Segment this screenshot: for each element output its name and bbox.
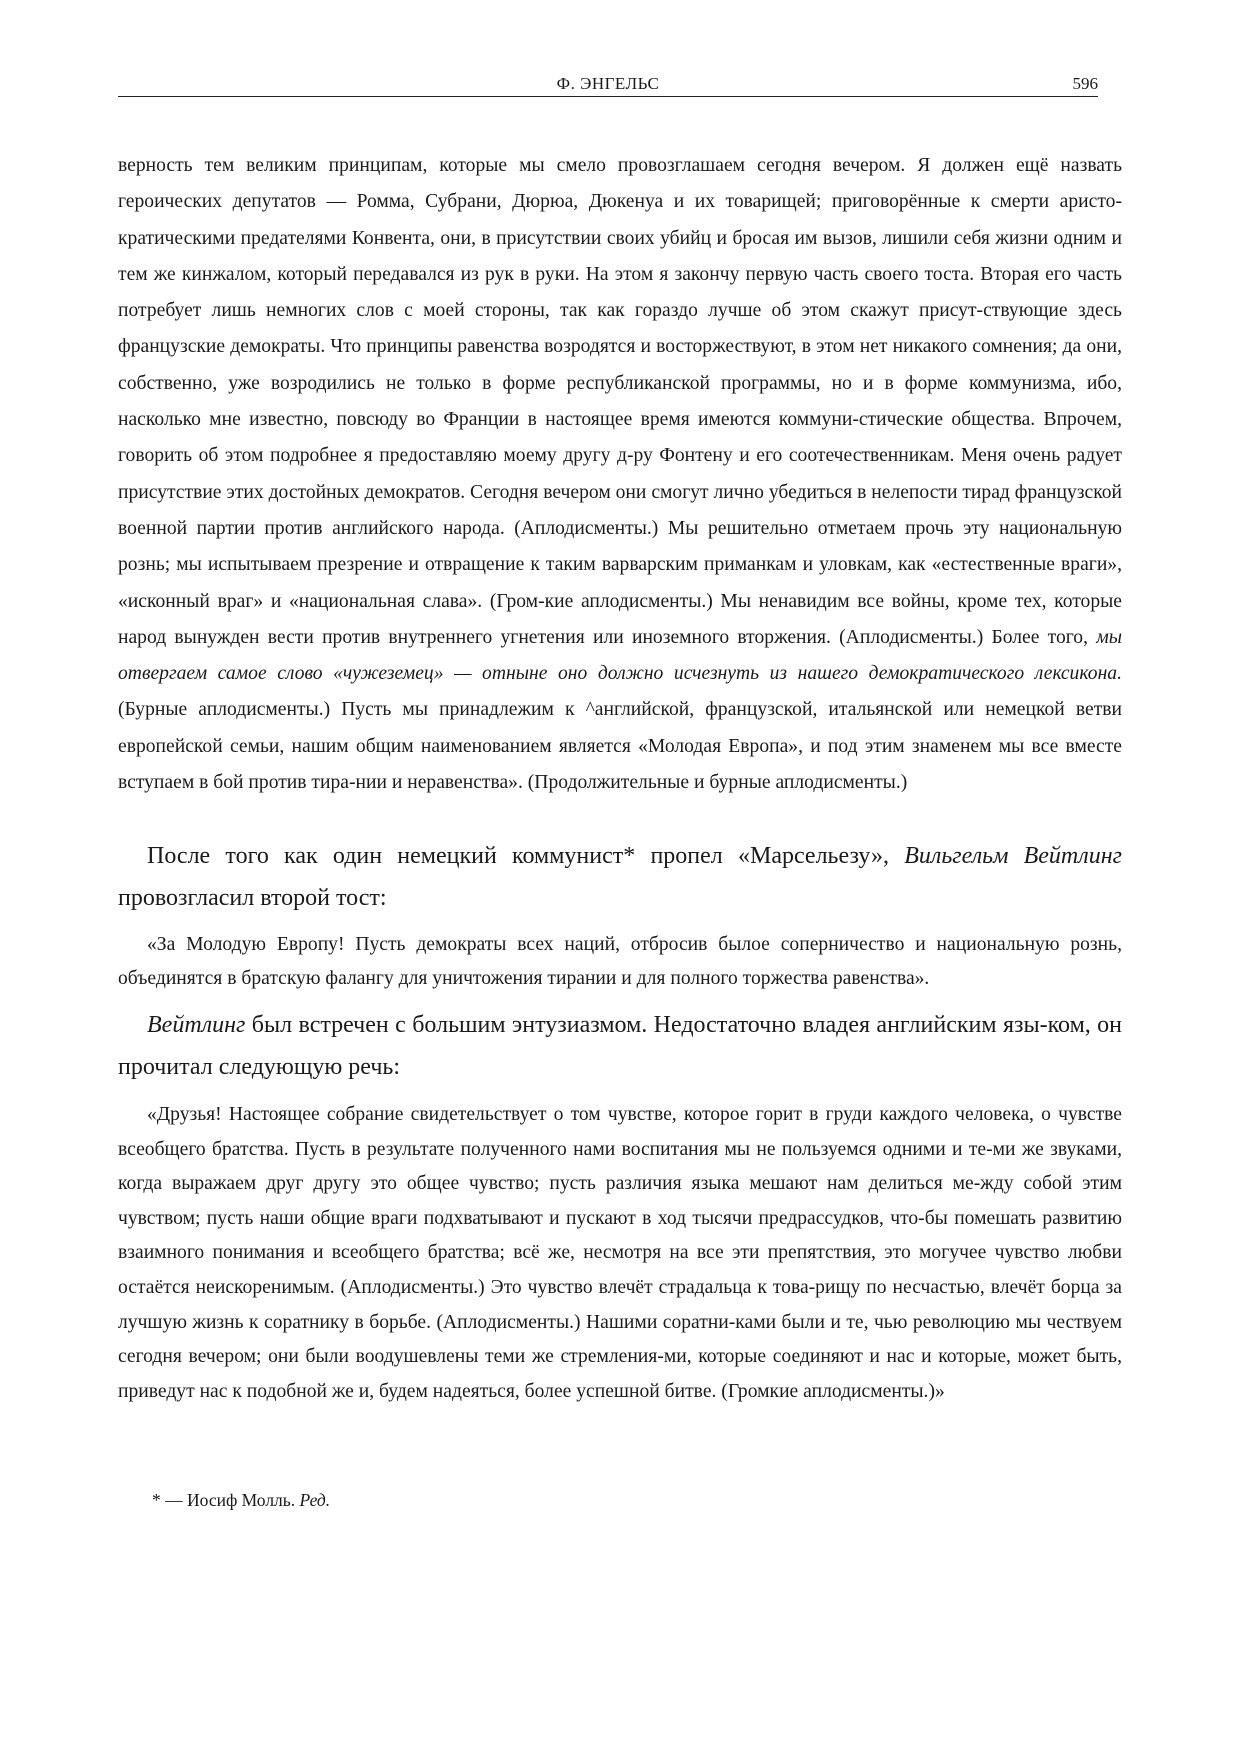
para3-italic: Вейтлинг [147, 1012, 246, 1038]
header-title: Ф. ЭНГЕЛЬС [556, 74, 660, 93]
para2-italic: Вильгельм Вейтлинг [904, 843, 1122, 869]
footnote-italic: Ред. [299, 1490, 331, 1510]
footnote [152, 1490, 330, 1511]
quote1-text: «За Молодую Европу! Пусть демократы всех наций, отбросив былое соперничество и национальную рознь, объединятся в братскую фалангу для уничтожения тирании и для полного торжества равенства». [118, 934, 1122, 990]
para1-text-b: (Бурные аплодисменты.) Пусть мы принадлежим к ^английской, французской, итальянской или немецкой ветви европейской семьи, нашим общим наименованием является «Молодая Европа», и под этим знаменем мы все вместе вступаем в бой против тира-нии и неравенства». (Продолжительные и бурные аплодисменты.) [118, 699, 1122, 794]
quote-weitling-speech [118, 1098, 1122, 1409]
paragraph-speech-continuation [118, 148, 1122, 801]
footnote-text: * — Иосиф Молль. [152, 1490, 300, 1510]
quote-young-europe [118, 928, 1122, 997]
paragraph-weitling [118, 1004, 1122, 1088]
para3-text: был встречен с большим энтузиазмом. Недостаточно владея английским язы-ком, он прочитал следующую речь: [118, 1012, 1122, 1080]
page-number: 596 [1072, 74, 1098, 93]
quote2-text: «Друзья! Настоящее собрание свидетельствует о том чувстве, которое горит в груди каждого человека, о чувстве всеобщего братства. Пусть в результате полученного нами воспитания мы не пользуемся одними и те-ми же звуками, когда выражаем друг другу это общее чувство; пусть различия языка мешают нам делиться ме-жду собой этим чувством; пусть наши общие враги подхватывают и пускают в ход тысячи предрассудков, что-бы помешать развитию взаимного понимания и всеобщего братства; всё же, несмотря на все эти препятствия, это могучее чувство любви остаётся неискоренимым. (Аплодисменты.) Это чувство влечёт страдальца к това-рищу по несчастью, влечёт борца за лучшую жизнь к соратнику в борьбе. (Аплодисменты.) Нашими соратни-ками были и те, чью революцию мы чествуем сегодня вечером; они были воодушевлены теми же стремления-ми, которые соединяют и нас и которые, может быть, приведут нас к подобной же и, будем надеяться, более успешной битве. (Громкие аплодисменты.)» [118, 1104, 1122, 1402]
para1-text-a: верность тем великим принципам, которые мы смело провозглашаем сегодня вечером. Я должен ещё назвать героических депутатов — Ромма, Субрани, Дюрюа, Дюкенуа и их товарищей; приговорённые к смерти аристо-кратическими предателями Конвента, они, в присутствии своих убийц и бросая им вызов, лишили себя жизни одним и тем же кинжалом, который передавался из рук в руки. На этом я закончу первую часть своего тоста. Вторая его часть потребует лишь немногих слов с моей стороны, так как гораздо лучше об этом скажут присут-ствующие здесь французские демократы. Что принципы равенства возродятся и восторжествуют, в этом нет никакого сомнения; да они, собственно, уже возродились не только в форме республиканской программы, но и в форме коммунизма, ибо, насколько мне известно, повсюду во Франции в настоящее время имеются коммуни-стические общества. Впрочем, говорить об этом подробнее я предоставляю моему другу д-ру Фонтену и его соотечественникам. Меня очень радует присутствие этих достойных демократов. Сегодня вечером они смогут лично убедиться в нелепости тирад французской военной партии против английского народа. (Аплодисменты.) Мы решительно отметаем прочь эту национальную рознь; мы испытываем презрение и отвращение к таким варварским приманкам и уловкам, как «естественные враги», «исконный враг» и «национальная слава». (Гром-кие аплодисменты.) Мы ненавидим все войны, кроме тех, которые народ вынужден вести против внутреннего угнетения или иноземного вторжения. (Аплодисменты.) Более того, [118, 155, 1122, 648]
para2-text-a: После того как один немецкий коммунист* пропел «Марсельезу», [147, 843, 905, 869]
running-header [118, 74, 1098, 97]
para1-italic: мы отвергаем самое слово «чужеземец» — отныне оно должно исчезнуть из нашего демократического лексикона. [118, 626, 1122, 685]
para2-text-b: провозгласил второй тост: [118, 885, 387, 911]
paragraph-second-toast [118, 835, 1122, 919]
